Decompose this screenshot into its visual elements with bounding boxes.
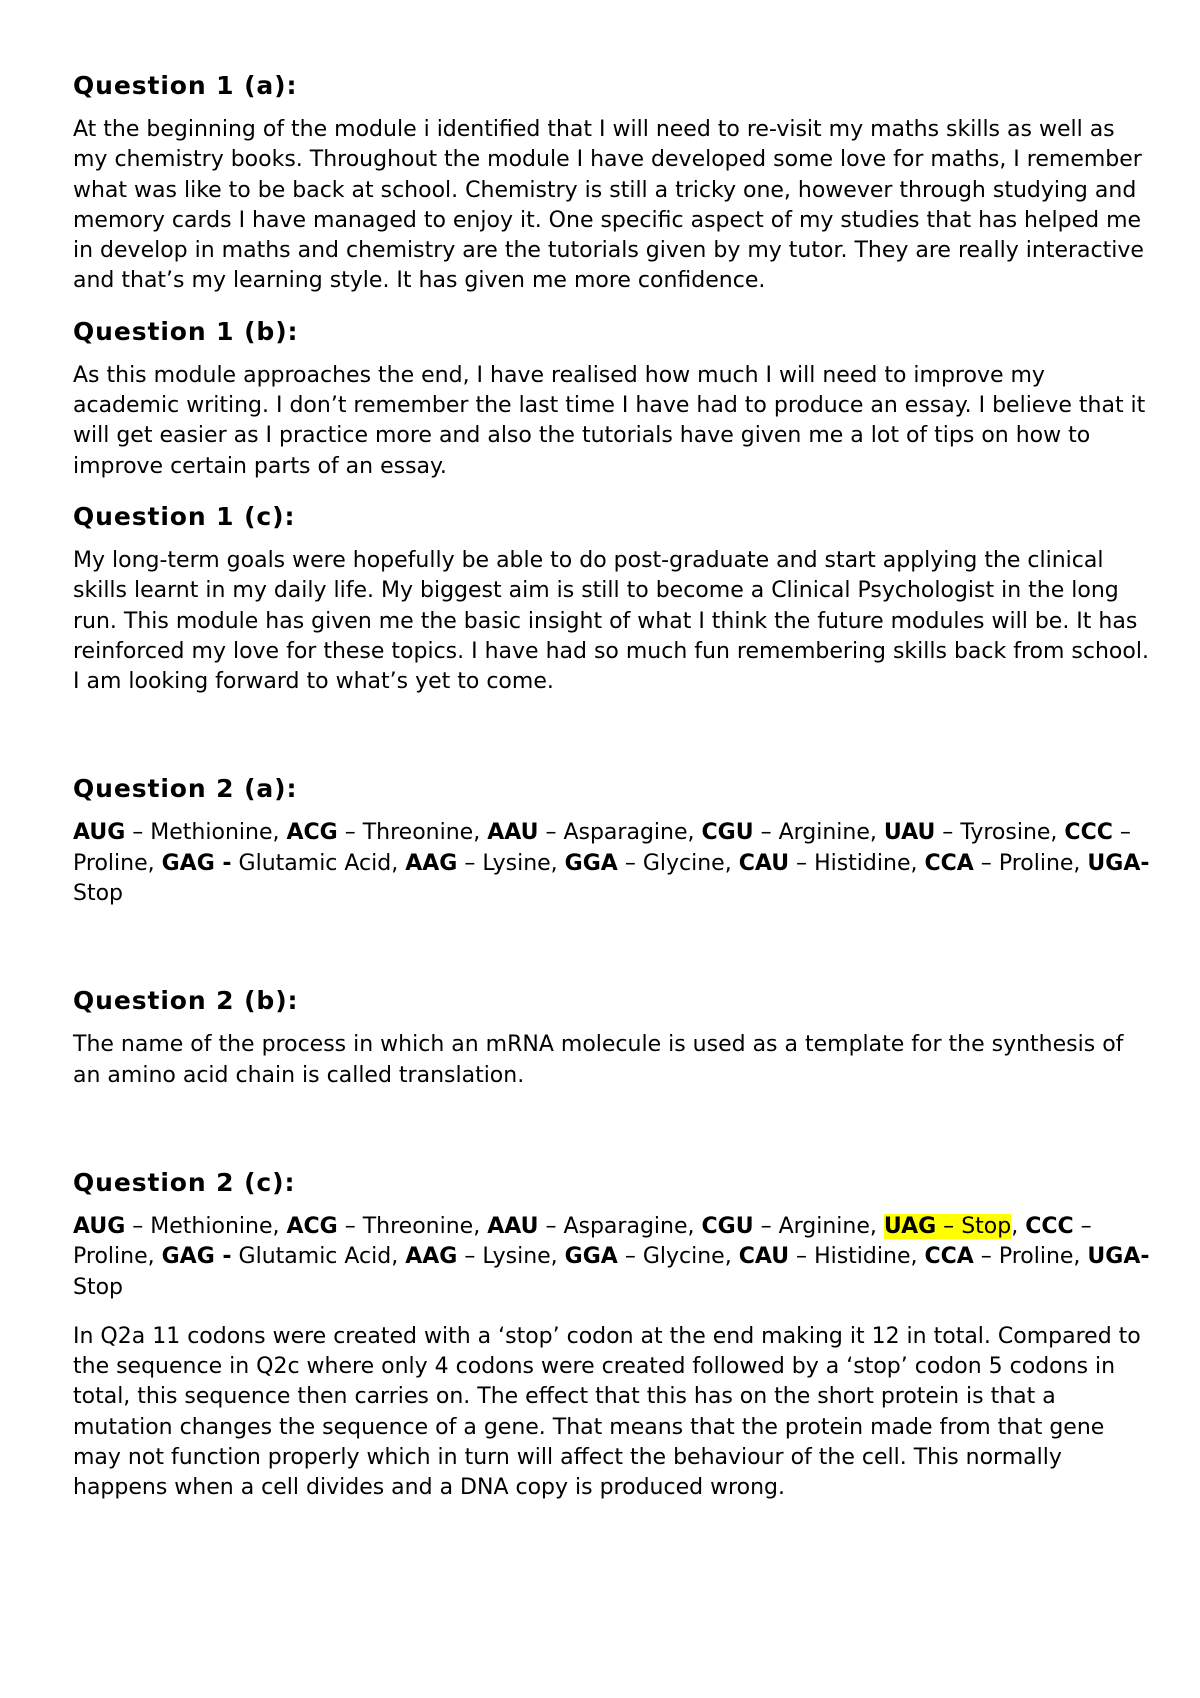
amino-acid-name: Methionine — [150, 1213, 273, 1239]
codon-code: CCC — [1064, 820, 1113, 846]
codon-item — [565, 851, 739, 876]
codon-code: ACG — [286, 820, 338, 846]
codon-code: AAG — [405, 850, 458, 876]
codon-pair — [565, 1244, 725, 1269]
codon-item — [739, 851, 925, 876]
codon-item — [565, 1244, 739, 1269]
answer-question-1b: As this module approaches the end, I have realised how much I will need to improve my academic writing. I don’t remember the last time I have had to produce an essay. I believe that it will get easier as I practice more and also the tutorials have given me a lot of tips on how to improve certain parts of an essay. — [73, 362, 1146, 479]
codon-item — [286, 820, 487, 845]
codon-item — [884, 820, 1065, 845]
codon-pair — [884, 820, 1051, 845]
codon-separator: – — [337, 820, 363, 846]
codon-separator: – — [457, 1244, 483, 1270]
amino-acid-name: Histidine — [814, 850, 911, 876]
codon-code: CGU — [701, 820, 754, 846]
heading-question-1c: Question 1 (c): — [73, 501, 296, 531]
codon-pair — [286, 1214, 473, 1239]
codon-delimiter: , — [1050, 820, 1065, 846]
amino-acid-name: Proline — [73, 1244, 148, 1270]
amino-acid-name: Glutamic Acid — [238, 1244, 392, 1270]
codon-delimiter: , — [1073, 850, 1088, 876]
codon-pair — [73, 1214, 272, 1239]
codon-pair — [924, 851, 1073, 876]
codon-code: GGA — [564, 1244, 618, 1270]
codon-separator: – — [935, 820, 961, 846]
codon-separator: – — [973, 850, 999, 876]
codon-item — [487, 1214, 701, 1239]
heading-question-1a: Question 1 (a): — [73, 71, 298, 100]
amino-acid-name: Asparagine — [563, 1213, 688, 1239]
heading-question-2a: Question 2 (a): — [73, 774, 298, 804]
codon-pair — [739, 851, 911, 876]
codon-code: CCC — [1025, 1213, 1074, 1239]
codon-code: CAU — [738, 1244, 790, 1270]
amino-acid-name: Glycine — [642, 850, 725, 876]
codon-delimiter: , — [147, 850, 162, 876]
codon-code: CGU — [701, 1213, 754, 1239]
codon-delimiter: , — [724, 850, 739, 876]
amino-acid-name: Proline — [998, 850, 1074, 876]
codon-item — [286, 1214, 487, 1239]
codon-item — [702, 1214, 884, 1239]
codon-code: UGA- — [1087, 850, 1150, 876]
codon-separator: – — [125, 1213, 151, 1239]
codon-delimiter: , — [724, 1244, 739, 1270]
heading-question-2c: Question 2 (c): — [73, 1167, 296, 1197]
amino-acid-name: Proline — [73, 850, 148, 876]
highlighted-codon — [884, 1214, 1011, 1239]
codon-pair — [405, 1244, 550, 1269]
codon-separator: – — [1073, 1213, 1092, 1239]
codon-item — [405, 1244, 564, 1269]
codon-code: CAU — [738, 850, 790, 876]
codon-delimiter: , — [391, 1244, 406, 1270]
amino-acid-name: Tyrosine — [960, 820, 1051, 846]
codon-code: GGA — [564, 850, 618, 876]
codon-delimiter: , — [910, 850, 925, 876]
amino-acid-name: Lysine — [482, 850, 551, 876]
codon-separator — [232, 1244, 239, 1269]
amino-acid-name: Stop — [73, 881, 124, 907]
amino-acid-name: Stop — [73, 1274, 124, 1300]
codon-separator: – — [337, 1213, 363, 1239]
amino-acid-name: Methionine — [150, 820, 273, 846]
answer-question-1a: At the beginning of the module i identified that I will need to re-visit my maths skills as well as my chemistry books. Throughout the module I have developed some love for maths, I remember what was like to be back at school. Chemistry is still a tricky one, however through studying and memory cards I have managed to enjoy it. One specific aspect of my studies that has helped me in develop in maths and chemistry are the tutorials given by my tutor. They are really interactive and that’s my learning style. It has given me more confidence. — [73, 117, 1144, 294]
codon-code: AUG — [73, 1213, 126, 1239]
codon-pair — [487, 820, 687, 845]
codon-delimiter: , — [473, 820, 488, 846]
amino-acid-name: Lysine — [482, 1244, 551, 1270]
codon-item — [73, 820, 286, 845]
codon-code: AAG — [405, 1244, 458, 1270]
codon-separator: – — [125, 820, 151, 846]
codon-code: GAG - — [161, 850, 232, 876]
codon-separator: – — [753, 820, 779, 846]
codon-item — [487, 820, 701, 845]
amino-acid-name: Threonine — [362, 1213, 474, 1239]
amino-acid-name: Threonine — [362, 820, 474, 846]
codon-pair — [162, 1244, 392, 1269]
codon-delimiter: , — [910, 1244, 925, 1270]
codon-pair — [73, 820, 272, 845]
amino-acid-name: Stop — [961, 1213, 1012, 1239]
codon-separator: – — [753, 1213, 779, 1239]
codon-code: UGA- — [1087, 1244, 1150, 1270]
codon-item — [924, 851, 1087, 876]
codon-separator: – — [973, 1244, 999, 1270]
codon-delimiter: , — [1073, 1244, 1088, 1270]
answer-question-2c: In Q2a 11 codons were created with a ‘stop’ codon at the end making it 12 in total. Compared to the sequence in Q2c where only 4 codons were created followed by a ‘stop’ codon 5 codons in total, this sequence then carries on. The effect that this has on the short protein is that a mutation changes the sequence of a gene. That means that the protein made from that gene may not function properly which in turn will affect the behaviour of the cell. This normally happens when a cell divides and a DNA copy is produced wrong. — [73, 1323, 1141, 1501]
codon-item — [924, 1244, 1087, 1269]
amino-acid-name: Asparagine — [563, 820, 688, 846]
codon-code: CCA — [924, 1244, 974, 1270]
codon-separator: – — [457, 850, 483, 876]
codon-separator: – — [617, 1244, 643, 1270]
codon-pair — [739, 1244, 911, 1269]
codon-pair — [565, 851, 725, 876]
codon-delimiter: , — [147, 1244, 162, 1270]
codon-code: GAG - — [161, 1244, 232, 1270]
codon-item — [405, 851, 564, 876]
codon-item — [702, 820, 884, 845]
codon-delimiter: , — [687, 1213, 702, 1239]
codon-pair — [702, 820, 870, 845]
codon-delimiter: , — [473, 1213, 488, 1239]
codon-code: AAU — [487, 1213, 539, 1239]
codon-separator: – — [789, 850, 815, 876]
codon-delimiter: , — [391, 850, 406, 876]
codon-separator: – — [1112, 820, 1131, 846]
codon-item — [162, 1244, 406, 1269]
codon-item — [884, 1214, 1025, 1239]
codon-item — [739, 1244, 925, 1269]
codon-pair — [924, 1244, 1073, 1269]
codon-separator — [232, 851, 239, 876]
codon-code: ACG — [286, 1213, 338, 1239]
codon-delimiter: , — [550, 850, 565, 876]
codon-pair — [702, 1214, 870, 1239]
codon-item — [162, 851, 406, 876]
codon-pair — [405, 851, 550, 876]
codon-list-question-2c — [73, 1212, 1153, 1303]
amino-acid-name: Glycine — [642, 1244, 725, 1270]
codon-code: UAG — [883, 1213, 937, 1239]
codon-delimiter: , — [550, 1244, 565, 1270]
codon-delimiter: , — [687, 820, 702, 846]
codon-code: AAU — [487, 820, 539, 846]
codon-delimiter: , — [272, 820, 287, 846]
codon-pair — [487, 1214, 687, 1239]
amino-acid-name: Arginine — [778, 820, 870, 846]
codon-code: UAU — [883, 820, 936, 846]
answer-question-2b: The name of the process in which an mRNA molecule is used as a template for the synthesis of an amino acid chain is called translation. — [73, 1032, 1124, 1088]
codon-separator: – — [789, 1244, 815, 1270]
amino-acid-name: Proline — [998, 1244, 1074, 1270]
codon-separator: – — [936, 1213, 962, 1239]
codon-item — [73, 1214, 286, 1239]
codon-separator: – — [538, 1213, 564, 1239]
codon-code: CCA — [924, 850, 974, 876]
heading-question-2b: Question 2 (b): — [73, 986, 299, 1016]
codon-delimiter: , — [869, 1213, 884, 1239]
amino-acid-name: Glutamic Acid — [238, 850, 392, 876]
codon-delimiter: , — [1011, 1213, 1026, 1239]
amino-acid-name: Histidine — [814, 1244, 911, 1270]
heading-question-1b: Question 1 (b): — [73, 316, 299, 346]
amino-acid-name: Arginine — [778, 1213, 870, 1239]
document-content — [73, 70, 1153, 1504]
codon-delimiter: , — [869, 820, 884, 846]
codon-code: AUG — [73, 820, 126, 846]
codon-list-question-2a — [73, 818, 1153, 909]
codon-separator: – — [538, 820, 564, 846]
codon-pair — [286, 820, 473, 845]
answer-question-1c: My long-term goals were hopefully be able to do post-graduate and start applying the clinical skills learnt in my daily life. My biggest aim is still to become a Clinical Psychologist in the long run. This module has given me the basic insight of what I think the future modules will be. It has reinforced my love for these topics. I have had so much fun remembering skills back from school. I am looking forward to what’s yet to come. — [73, 547, 1149, 695]
codon-separator: – — [617, 850, 643, 876]
codon-pair — [162, 851, 392, 876]
codon-delimiter: , — [272, 1213, 287, 1239]
